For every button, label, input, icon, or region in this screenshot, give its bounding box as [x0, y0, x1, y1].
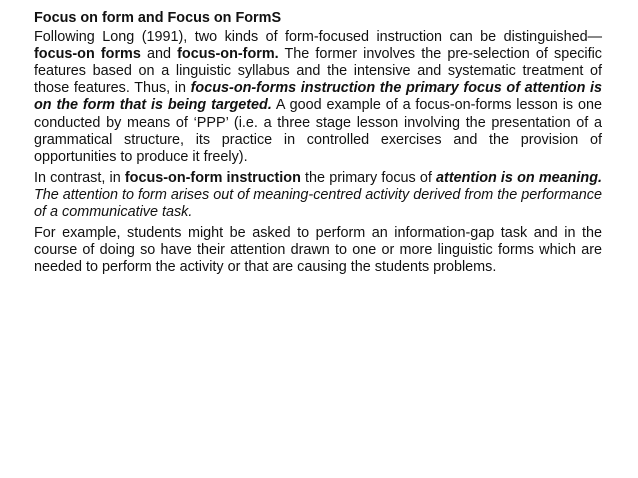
p1-emphasis: focus-on-forms instruction the primary focus of attention is on the form that is being targeted. [34, 80, 602, 114]
paragraph-1 [34, 29, 602, 166]
slide-heading: Focus on form and Focus on FormS [34, 10, 282, 26]
p1-text-1: Following Long (1991), two kinds of form-focused instruction can be distinguished— [34, 29, 602, 46]
p1-term-focus-on-form: focus-on-form. [177, 46, 279, 63]
p2-term-focus-on-form-instruction: focus-on-form instruction [124, 169, 301, 186]
p2-text-1: In contrast, in [34, 169, 125, 186]
p2-text-2: the primary focus of [300, 169, 437, 186]
p1-text-3: The former involves the pre-selection of specific features based on a linguistic syllabus and the intensive and systematic treatment of those features. Thus, in [34, 46, 602, 97]
paragraph-3: For example, students might be asked to perform an information-gap task and in the course of doing so have their attention drawn to one or more linguistic forms which are needed to perform the activity or that are causing the students problems. [34, 225, 602, 276]
p1-text-4: A good example of a focus-on-forms lesson is one conducted by means of ‘PPP’ (i.e. a three stage lesson involving the presentation of a grammatical structure, its practice in controlled exercises and the provision of opportunities to produce it freely). [34, 97, 602, 165]
paragraph-2 [34, 170, 602, 221]
p1-text-2: and [140, 46, 178, 63]
p2-emphasis: attention is on meaning. [436, 169, 602, 186]
p2-italic-text: The attention to form arises out of meaning-centred activity derived from the performance of a communicative task. [34, 186, 602, 221]
p1-term-focus-on-forms: focus-on forms [34, 46, 141, 63]
slide-content [34, 10, 602, 276]
